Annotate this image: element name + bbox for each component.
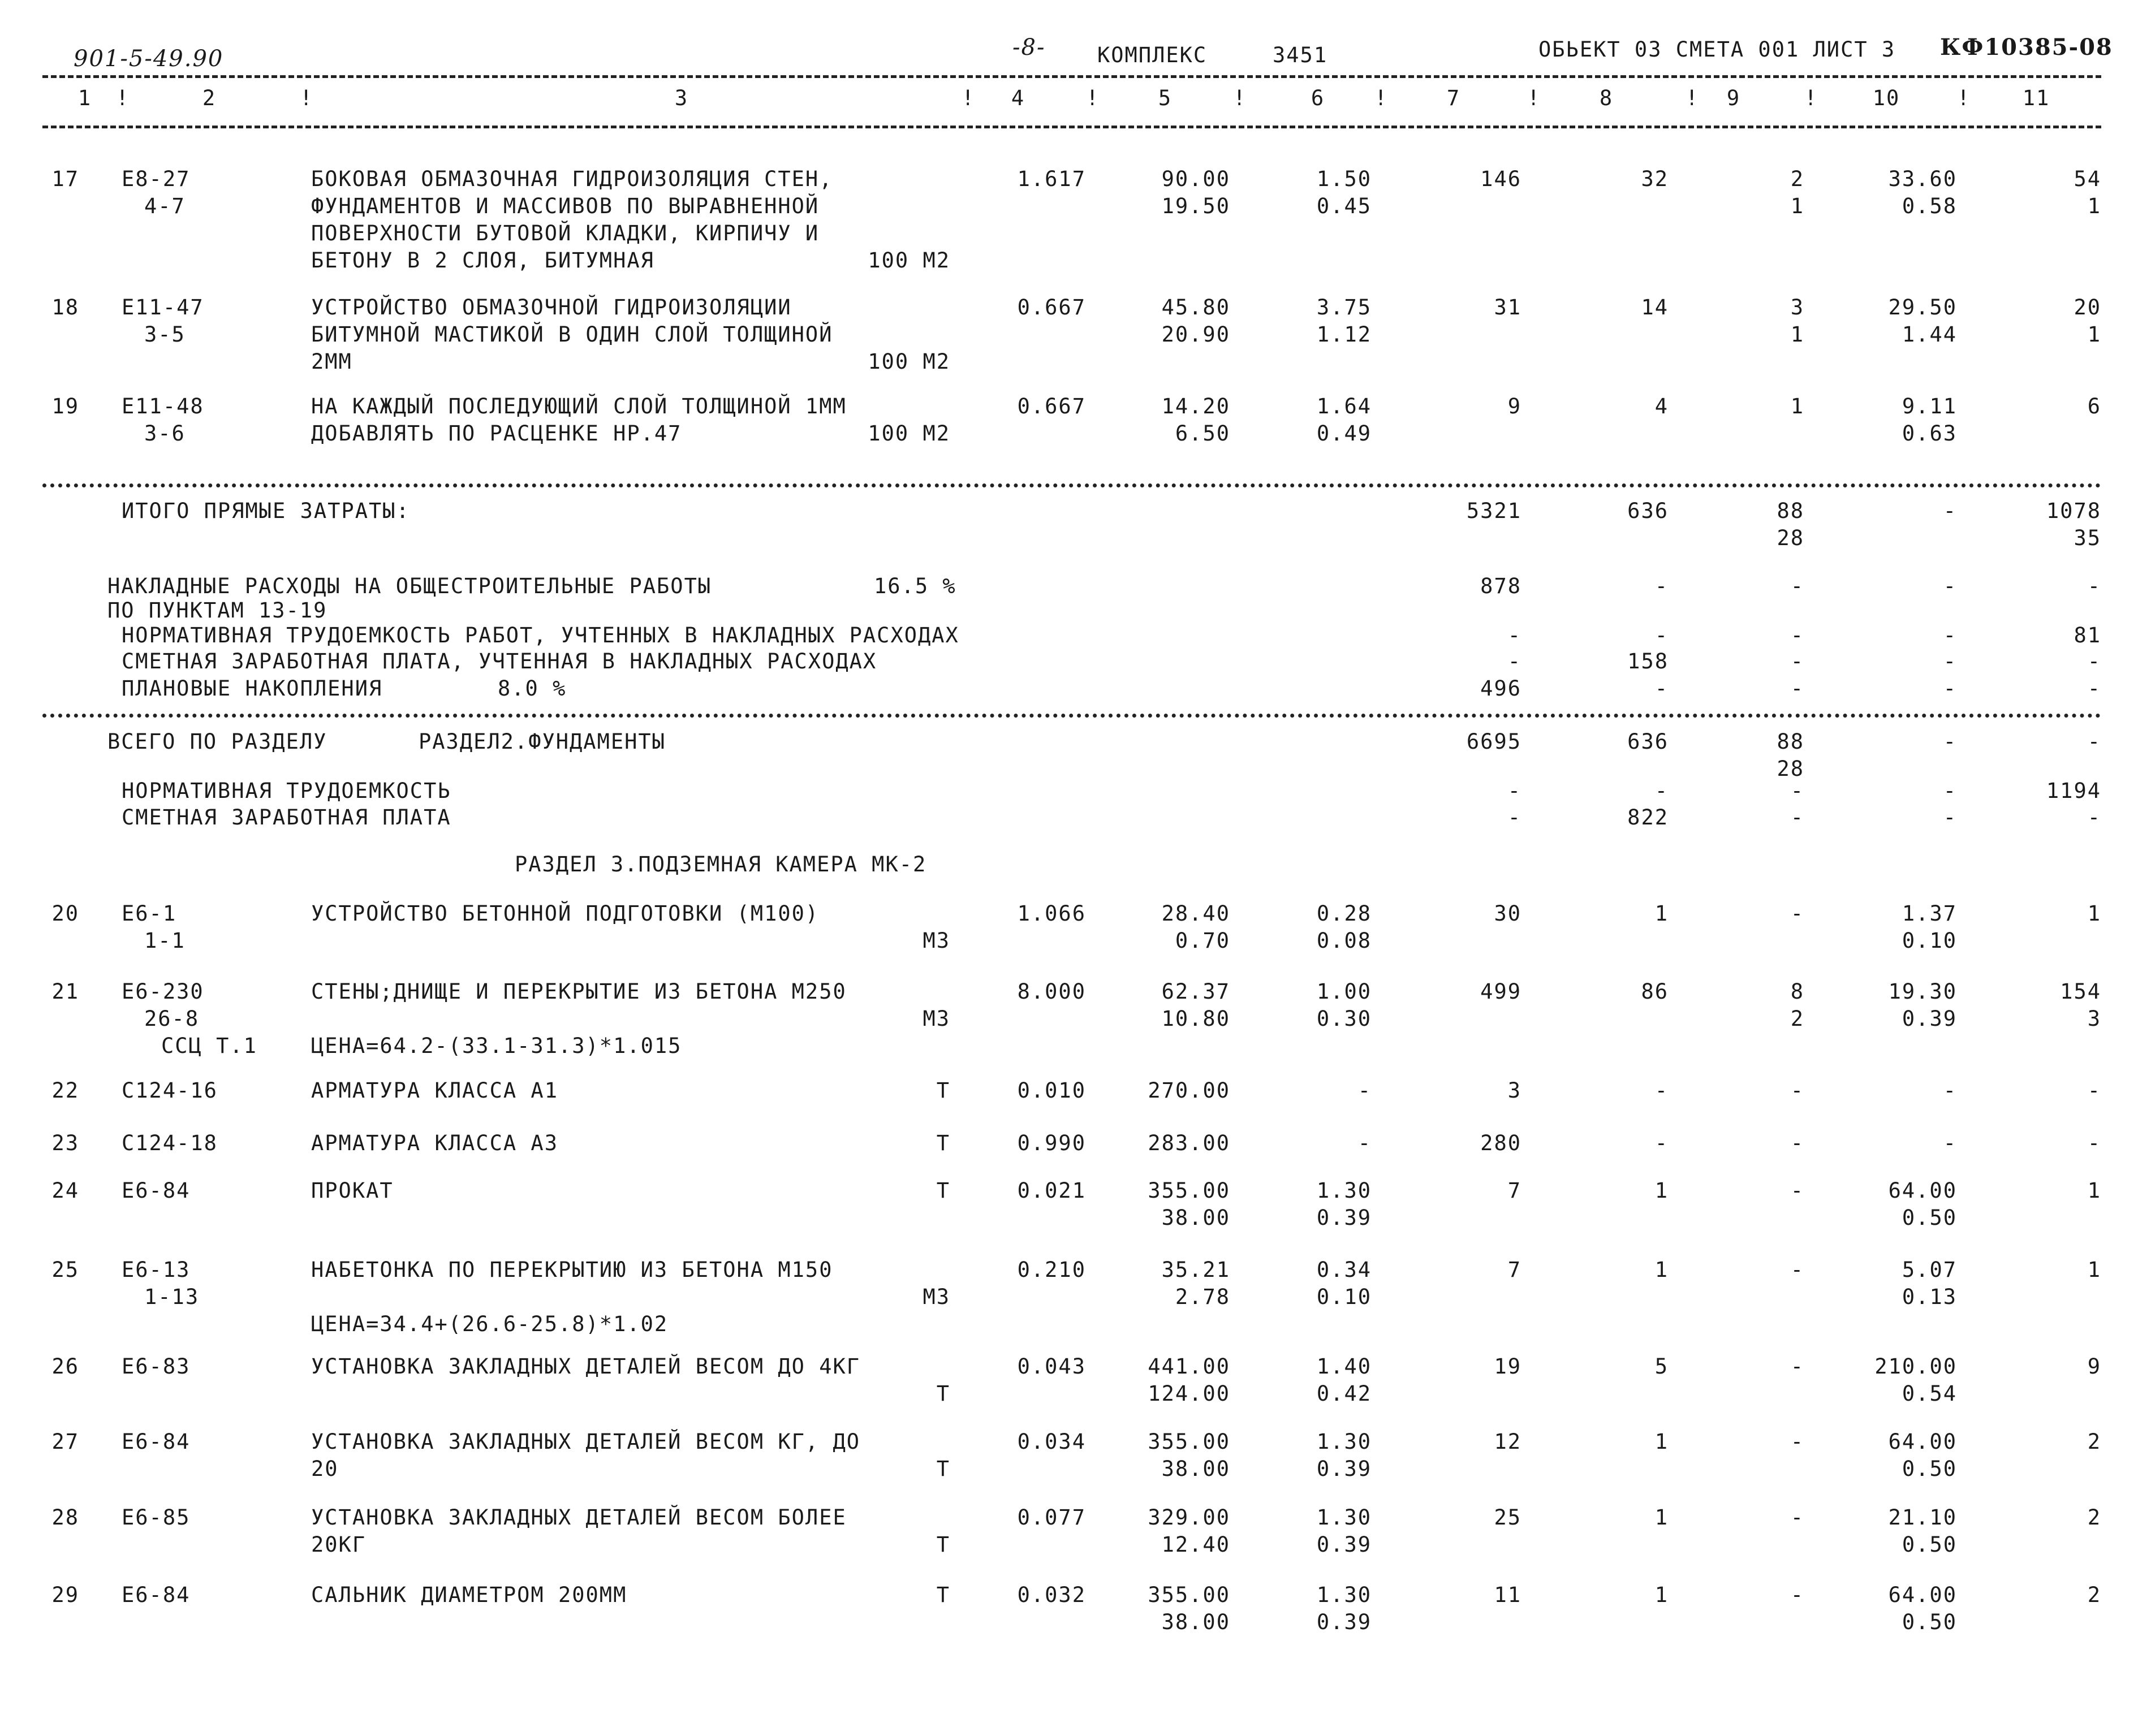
value-c5: 124.00 [1148, 1381, 1230, 1406]
value-c7: 25 [1494, 1505, 1521, 1530]
value-c8: 1 [1654, 1505, 1669, 1530]
value-c6: 3.75 [1316, 295, 1372, 319]
work-description: УСТРОЙСТВО БЕТОННОЙ ПОДГОТОВКИ (М100) [311, 901, 820, 926]
column-header-4: 4 [1011, 86, 1025, 110]
value-c10: 64.00 [1888, 1430, 1957, 1454]
work-description: ЦЕНА=34.4+(26.6-25.8)*1.02 [311, 1312, 669, 1336]
value-c11: 154 [2060, 979, 2101, 1004]
rate-code: 1-1 [144, 929, 186, 953]
summary-rule-2 [42, 714, 2101, 718]
value-c6: 1.40 [1316, 1354, 1372, 1379]
value-c9: 2 [1790, 167, 1804, 191]
value-c5: 329.00 [1148, 1505, 1230, 1530]
row-number: 20 [51, 901, 79, 926]
value-c8: - [1654, 1131, 1669, 1155]
overhead-items: ПО ПУНКТАМ 13-19 [107, 598, 327, 623]
rate-code: 1-13 [144, 1285, 200, 1309]
value-c6: 0.39 [1316, 1457, 1372, 1481]
row-number: 23 [51, 1131, 79, 1155]
work-description: УСТАНОВКА ЗАКЛАДНЫХ ДЕТАЛЕЙ ВЕСОМ БОЛЕЕ [311, 1505, 847, 1530]
value-c5: 355.00 [1148, 1430, 1230, 1454]
value-c11: - [2087, 1131, 2101, 1155]
section-total-label: ВСЕГО ПО РАЗДЕЛУ [107, 729, 327, 754]
value-c8: 1 [1654, 1430, 1669, 1454]
rate-code: 26-8 [144, 1007, 200, 1031]
work-description: УСТАНОВКА ЗАКЛАДНЫХ ДЕТАЛЕЙ ВЕСОМ КГ, ДО [311, 1430, 861, 1454]
work-description: ДОБАВЛЯТЬ ПО РАСЦЕНКЕ НР.47 [311, 421, 682, 446]
quantity: 0.990 [1017, 1131, 1086, 1155]
value-c6: 0.28 [1316, 901, 1372, 926]
wage-label: СМЕТНАЯ ЗАРАБОТНАЯ ПЛАТА [122, 805, 451, 830]
value-c9: - [1790, 1258, 1804, 1282]
value-c9: - [1790, 901, 1804, 926]
summary-c10: - [1943, 623, 1957, 647]
column-header-1: 1 [77, 86, 92, 110]
value-c6: 1.30 [1316, 1178, 1372, 1203]
value-c6: 0.34 [1316, 1258, 1372, 1282]
rate-code: Е6-84 [122, 1178, 191, 1203]
value-c6: 0.30 [1316, 1007, 1372, 1031]
summary-c7: - [1507, 649, 1521, 673]
work-description: НАБЕТОНКА ПО ПЕРЕКРЫТИЮ ИЗ БЕТОНА М150 [311, 1258, 833, 1282]
value-c5: 2.78 [1175, 1285, 1230, 1309]
summary-c7: 5321 [1466, 499, 1521, 523]
value-c10: 5.07 [1902, 1258, 1957, 1282]
value-c10: 0.63 [1902, 421, 1957, 446]
value-c11: 3 [2087, 1007, 2101, 1031]
column-divider: ! [116, 86, 130, 110]
summary-c10: - [1943, 499, 1957, 523]
unit: М3 [923, 1007, 950, 1031]
summary-c10: - [1943, 779, 1957, 803]
value-c6: 0.42 [1316, 1381, 1372, 1406]
value-c7: 30 [1494, 901, 1521, 926]
value-c10: - [1943, 1131, 1957, 1155]
unit: Т [936, 1078, 950, 1103]
value-c5: 0.70 [1175, 929, 1230, 953]
value-c6: - [1357, 1131, 1372, 1155]
value-c11: 1 [2087, 1258, 2101, 1282]
row-number: 26 [51, 1354, 79, 1379]
summary-c9: - [1790, 805, 1804, 830]
rate-code: С124-18 [122, 1131, 218, 1155]
summary-c8: - [1654, 623, 1669, 647]
summary-c11: 1194 [2046, 779, 2101, 803]
value-c5: 19.50 [1161, 194, 1230, 218]
unit: Т [936, 1457, 950, 1481]
overhead-label: НАКЛАДНЫЕ РАСХОДЫ НА ОБЩЕСТРОИТЕЛЬНЫЕ РАБОТЫ [107, 574, 712, 598]
value-c7: 499 [1480, 979, 1521, 1004]
quantity: 1.617 [1017, 167, 1086, 191]
stamp-number: КФ10385-08 [1940, 34, 2113, 61]
work-description: ПОВЕРХНОСТИ БУТОВОЙ КЛАДКИ, КИРПИЧУ И [311, 221, 820, 245]
value-c8: 4 [1654, 394, 1669, 418]
work-description: БИТУМНОЙ МАСТИКОЙ В ОДИН СЛОЙ ТОЛЩИНОЙ [311, 322, 833, 347]
summary-c8: - [1654, 779, 1669, 803]
rate-code: Е6-13 [122, 1258, 191, 1282]
value-c9: - [1790, 1078, 1804, 1103]
unit: Т [936, 1381, 950, 1406]
section-total-name: РАЗДЕЛ2.ФУНДАМЕНТЫ [419, 729, 666, 754]
section-3-title: РАЗДЕЛ 3.ПОДЗЕМНАЯ КАМЕРА МК-2 [515, 852, 927, 876]
header-rule-top [42, 75, 2101, 78]
header-rule-bottom [42, 126, 2101, 128]
rate-code: Е6-85 [122, 1505, 191, 1530]
rate-code: С124-16 [122, 1078, 218, 1103]
work-description: СТЕНЫ;ДНИЩЕ И ПЕРЕКРЫТИЕ ИЗ БЕТОНА М250 [311, 979, 847, 1004]
direct-costs-label: ИТОГО ПРЯМЫЕ ЗАТРАТЫ: [122, 499, 410, 523]
unit: Т [936, 1583, 950, 1607]
summary-c7: - [1507, 623, 1521, 647]
value-c5: 38.00 [1161, 1206, 1230, 1230]
value-c9: 8 [1790, 979, 1804, 1004]
summary-c9: - [1790, 623, 1804, 647]
value-c9: 1 [1790, 394, 1804, 418]
column-header-11: 11 [2022, 86, 2050, 110]
value-c5: 270.00 [1148, 1078, 1230, 1103]
value-c6: 1.50 [1316, 167, 1372, 191]
value-c7: 31 [1494, 295, 1521, 319]
row-number: 22 [51, 1078, 79, 1103]
value-c6: - [1357, 1078, 1372, 1103]
value-c10: 29.50 [1888, 295, 1957, 319]
value-c7: 7 [1507, 1178, 1521, 1203]
value-c6: 0.39 [1316, 1206, 1372, 1230]
value-c9: 1 [1790, 194, 1804, 218]
column-divider: ! [1374, 86, 1389, 110]
row-number: 24 [51, 1178, 79, 1203]
column-divider: ! [1086, 86, 1100, 110]
work-description: АРМАТУРА КЛАССА А1 [311, 1078, 558, 1103]
value-c6: 1.30 [1316, 1583, 1372, 1607]
value-c5: 10.80 [1161, 1007, 1230, 1031]
column-header-8: 8 [1599, 86, 1614, 110]
summary-c9: - [1790, 779, 1804, 803]
value-c5: 355.00 [1148, 1583, 1230, 1607]
rate-code: Е6-84 [122, 1430, 191, 1454]
column-header-5: 5 [1158, 86, 1173, 110]
value-c10: 0.54 [1902, 1381, 1957, 1406]
column-header-9: 9 [1726, 86, 1741, 110]
work-description: САЛЬНИК ДИАМЕТРОМ 200ММ [311, 1583, 627, 1607]
summary-c11: 1078 [2046, 499, 2101, 523]
value-c5: 38.00 [1161, 1457, 1230, 1481]
summary-c11: - [2087, 676, 2101, 701]
value-c6: 1.64 [1316, 394, 1372, 418]
rate-code: Е11-48 [122, 394, 204, 418]
value-c10: 0.39 [1902, 1007, 1957, 1031]
value-c11: 2 [2087, 1505, 2101, 1530]
value-c6: 0.39 [1316, 1532, 1372, 1557]
value-c10: 1.44 [1902, 322, 1957, 347]
value-c7: 19 [1494, 1354, 1521, 1379]
summary-c7: 878 [1480, 574, 1521, 598]
summary-c10: - [1943, 574, 1957, 598]
rate-code: ССЦ Т.1 [161, 1034, 257, 1058]
value-c11: 1 [2087, 1178, 2101, 1203]
work-description: ЦЕНА=64.2-(33.1-31.3)*1.015 [311, 1034, 682, 1058]
value-c9: - [1790, 1131, 1804, 1155]
rate-code: Е11-47 [122, 295, 204, 319]
summary-c11: 35 [2074, 526, 2101, 550]
value-c7: 12 [1494, 1430, 1521, 1454]
summary-c7: - [1507, 805, 1521, 830]
value-c11: 9 [2087, 1354, 2101, 1379]
value-c5: 6.50 [1175, 421, 1230, 446]
work-description: 20 [311, 1457, 339, 1481]
value-c11: 1 [2087, 322, 2101, 347]
summary-c11: - [2087, 805, 2101, 830]
value-c7: 280 [1480, 1131, 1521, 1155]
value-c10: 9.11 [1902, 394, 1957, 418]
value-c8: 1 [1654, 1178, 1669, 1203]
row-number: 25 [51, 1258, 79, 1282]
norm-labor-label: НОРМАТИВНАЯ ТРУДОЕМКОСТЬ РАБОТ, УЧТЕННЫХ В НАКЛАДНЫХ РАСХОДАХ [122, 623, 959, 647]
value-c9: - [1790, 1505, 1804, 1530]
value-c7: 11 [1494, 1583, 1521, 1607]
summary-rule-1 [42, 483, 2101, 487]
column-header-6: 6 [1311, 86, 1325, 110]
quantity: 0.043 [1017, 1354, 1086, 1379]
work-description: 20КГ [311, 1532, 367, 1557]
value-c6: 0.39 [1316, 1610, 1372, 1634]
value-c6: 0.08 [1316, 929, 1372, 953]
value-c10: 21.10 [1888, 1505, 1957, 1530]
value-c10: 0.10 [1902, 929, 1957, 953]
column-header-2: 2 [202, 86, 217, 110]
value-c5: 35.21 [1161, 1258, 1230, 1282]
value-c5: 441.00 [1148, 1354, 1230, 1379]
unit: 100 М2 [868, 248, 950, 273]
column-divider: ! [300, 86, 314, 110]
value-c10: - [1943, 1078, 1957, 1103]
summary-c11: - [2087, 729, 2101, 754]
value-c8: 1 [1654, 901, 1669, 926]
value-c7: 146 [1480, 167, 1521, 191]
value-c5: 283.00 [1148, 1131, 1230, 1155]
wage-label: СМЕТНАЯ ЗАРАБОТНАЯ ПЛАТА, УЧТЕННАЯ В НАКЛАДНЫХ РАСХОДАХ [122, 649, 877, 673]
value-c6: 1.30 [1316, 1430, 1372, 1454]
value-c5: 14.20 [1161, 394, 1230, 418]
value-c5: 355.00 [1148, 1178, 1230, 1203]
complex-number: 3451 [1273, 43, 1328, 67]
work-description: БОКОВАЯ ОБМАЗОЧНАЯ ГИДРОИЗОЛЯЦИЯ СТЕН, [311, 167, 833, 191]
planned-savings-percent: 8.0 % [498, 676, 567, 701]
work-description: НА КАЖДЫЙ ПОСЛЕДУЮЩИЙ СЛОЙ ТОЛЩИНОЙ 1ММ [311, 394, 847, 418]
quantity: 0.032 [1017, 1583, 1086, 1607]
summary-c11: - [2087, 649, 2101, 673]
summary-c9: 28 [1777, 526, 1804, 550]
value-c5: 20.90 [1161, 322, 1230, 347]
summary-c10: - [1943, 805, 1957, 830]
summary-c9: - [1790, 574, 1804, 598]
unit: Т [936, 1532, 950, 1557]
summary-c10: - [1943, 676, 1957, 701]
planned-savings-label: ПЛАНОВЫЕ НАКОПЛЕНИЯ [122, 676, 383, 701]
work-description: АРМАТУРА КЛАССА А3 [311, 1131, 558, 1155]
summary-c8: - [1654, 574, 1669, 598]
summary-c9: - [1790, 649, 1804, 673]
quantity: 0.667 [1017, 394, 1086, 418]
work-description: УСТРОЙСТВО ОБМАЗОЧНОЙ ГИДРОИЗОЛЯЦИИ [311, 295, 792, 319]
summary-c8: 158 [1627, 649, 1669, 673]
value-c8: 14 [1641, 295, 1669, 319]
row-number: 29 [51, 1583, 79, 1607]
row-number: 27 [51, 1430, 79, 1454]
value-c10: 0.50 [1902, 1610, 1957, 1634]
row-number: 21 [51, 979, 79, 1004]
quantity: 0.010 [1017, 1078, 1086, 1103]
rate-code: Е6-83 [122, 1354, 191, 1379]
value-c10: 64.00 [1888, 1583, 1957, 1607]
value-c8: 1 [1654, 1583, 1669, 1607]
value-c11: 54 [2074, 167, 2101, 191]
value-c8: 32 [1641, 167, 1669, 191]
row-number: 19 [51, 394, 79, 418]
value-c6: 1.00 [1316, 979, 1372, 1004]
unit: 100 М2 [868, 421, 950, 446]
value-c9: 1 [1790, 322, 1804, 347]
rate-code: 3-5 [144, 322, 186, 347]
work-description: БЕТОНУ В 2 СЛОЯ, БИТУМНАЯ [311, 248, 654, 273]
column-header-10: 10 [1872, 86, 1900, 110]
value-c9: - [1790, 1430, 1804, 1454]
column-divider: ! [1957, 86, 1971, 110]
rate-code: Е6-230 [122, 979, 204, 1004]
value-c5: 45.80 [1161, 295, 1230, 319]
value-c10: 19.30 [1888, 979, 1957, 1004]
summary-c7: 496 [1480, 676, 1521, 701]
value-c10: 33.60 [1888, 167, 1957, 191]
value-c7: 9 [1507, 394, 1521, 418]
summary-c9: 88 [1777, 499, 1804, 523]
value-c5: 12.40 [1161, 1532, 1230, 1557]
summary-c8: 636 [1627, 499, 1669, 523]
column-divider: ! [962, 86, 976, 110]
value-c10: 0.13 [1902, 1285, 1957, 1309]
summary-c11: - [2087, 574, 2101, 598]
value-c6: 1.12 [1316, 322, 1372, 347]
value-c5: 90.00 [1161, 167, 1230, 191]
summary-c9: - [1790, 676, 1804, 701]
overhead-percent: 16.5 % [874, 574, 956, 598]
value-c10: 210.00 [1874, 1354, 1957, 1379]
value-c10: 64.00 [1888, 1178, 1957, 1203]
rate-code: 4-7 [144, 194, 186, 218]
column-header-7: 7 [1446, 86, 1461, 110]
summary-c8: 636 [1627, 729, 1669, 754]
unit: М3 [923, 929, 950, 953]
value-c10: 0.58 [1902, 194, 1957, 218]
rate-code: Е8-27 [122, 167, 191, 191]
value-c9: - [1790, 1178, 1804, 1203]
value-c5: 28.40 [1161, 901, 1230, 926]
column-header-3: 3 [674, 86, 689, 110]
value-c11: 1 [2087, 901, 2101, 926]
quantity: 0.034 [1017, 1430, 1086, 1454]
value-c5: 38.00 [1161, 1610, 1230, 1634]
value-c10: 0.50 [1902, 1457, 1957, 1481]
quantity: 1.066 [1017, 901, 1086, 926]
document-code: 901-5-49.90 [74, 46, 224, 72]
value-c11: 20 [2074, 295, 2101, 319]
column-divider: ! [1233, 86, 1247, 110]
object-sheet-label: ОБЬЕКТ 03 СМЕТА 001 ЛИСТ 3 [1538, 37, 1896, 62]
value-c9: - [1790, 1354, 1804, 1379]
work-description: ПРОКАТ [311, 1178, 394, 1203]
value-c11: 2 [2087, 1430, 2101, 1454]
unit: Т [936, 1178, 950, 1203]
value-c10: 0.50 [1902, 1532, 1957, 1557]
summary-c8: - [1654, 676, 1669, 701]
value-c8: - [1654, 1078, 1669, 1103]
summary-c10: - [1943, 649, 1957, 673]
summary-c8: 822 [1627, 805, 1669, 830]
rate-code: 3-6 [144, 421, 186, 446]
value-c11: - [2087, 1078, 2101, 1103]
value-c10: 1.37 [1902, 901, 1957, 926]
value-c9: - [1790, 1583, 1804, 1607]
value-c9: 3 [1790, 295, 1804, 319]
rate-code: Е6-84 [122, 1583, 191, 1607]
value-c8: 5 [1654, 1354, 1669, 1379]
unit: Т [936, 1131, 950, 1155]
quantity: 0.021 [1017, 1178, 1086, 1203]
value-c7: 3 [1507, 1078, 1521, 1103]
value-c8: 86 [1641, 979, 1669, 1004]
value-c11: 1 [2087, 194, 2101, 218]
value-c6: 0.49 [1316, 421, 1372, 446]
complex-label: КОМПЛЕКС [1097, 43, 1208, 67]
value-c11: 6 [2087, 394, 2101, 418]
unit: М3 [923, 1285, 950, 1309]
norm-labor-label: НОРМАТИВНАЯ ТРУДОЕМКОСТЬ [122, 779, 451, 803]
work-description: 2ММ [311, 349, 352, 374]
row-number: 17 [51, 167, 79, 191]
work-description: УСТАНОВКА ЗАКЛАДНЫХ ДЕТАЛЕЙ ВЕСОМ ДО 4КГ [311, 1354, 861, 1379]
value-c10: 0.50 [1902, 1206, 1957, 1230]
summary-c7: 6695 [1466, 729, 1521, 754]
value-c5: 62.37 [1161, 979, 1230, 1004]
value-c7: 7 [1507, 1258, 1521, 1282]
row-number: 18 [51, 295, 79, 319]
value-c9: 2 [1790, 1007, 1804, 1031]
quantity: 0.667 [1017, 295, 1086, 319]
quantity: 0.210 [1017, 1258, 1086, 1282]
row-number: 28 [51, 1505, 79, 1530]
value-c11: 2 [2087, 1583, 2101, 1607]
value-c6: 0.45 [1316, 194, 1372, 218]
rate-code: Е6-1 [122, 901, 177, 926]
value-c8: 1 [1654, 1258, 1669, 1282]
column-divider: ! [1527, 86, 1541, 110]
summary-c7: - [1507, 779, 1521, 803]
summary-c9: 28 [1777, 757, 1804, 781]
work-description: ФУНДАМЕНТОВ И МАССИВОВ ПО ВЫРАВНЕННОЙ [311, 194, 820, 218]
page-number: -8- [1012, 34, 1046, 61]
summary-c10: - [1943, 729, 1957, 754]
column-divider: ! [1686, 86, 1700, 110]
column-divider: ! [1804, 86, 1818, 110]
quantity: 8.000 [1017, 979, 1086, 1004]
summary-c9: 88 [1777, 729, 1804, 754]
value-c6: 0.10 [1316, 1285, 1372, 1309]
quantity: 0.077 [1017, 1505, 1086, 1530]
value-c6: 1.30 [1316, 1505, 1372, 1530]
summary-c11: 81 [2074, 623, 2101, 647]
unit: 100 М2 [868, 349, 950, 374]
